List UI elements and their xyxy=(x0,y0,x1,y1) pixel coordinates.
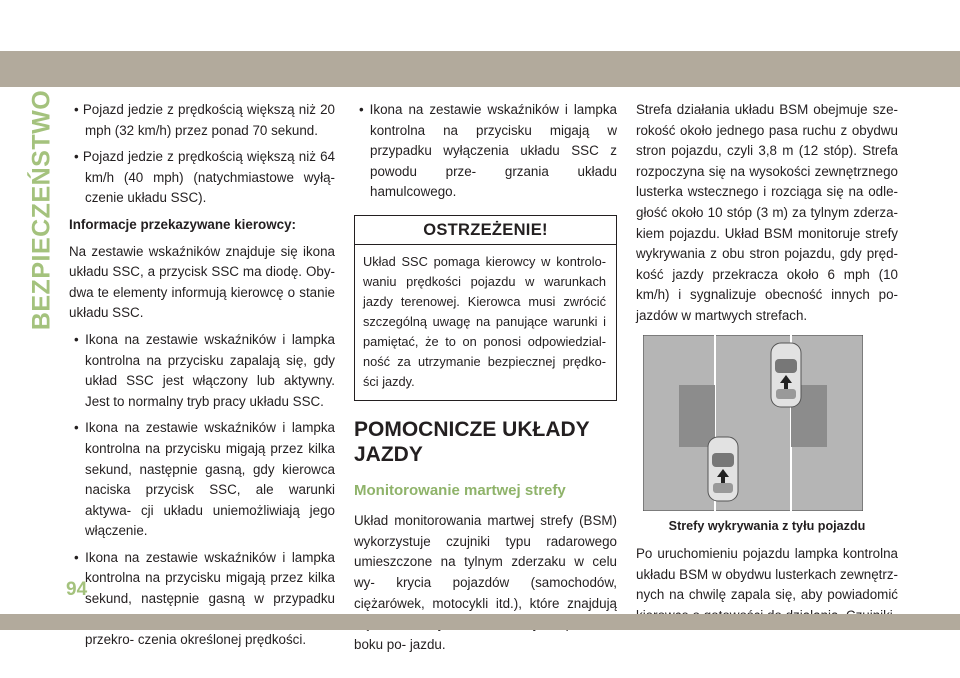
paragraph: Na zestawie wskaźników znajduje się ikona układu SSC, a przycisk SSC ma diodę. Oby- dwa te elementy informują kierowcę o stanie układu SSC. xyxy=(69,243,335,321)
blind-spot-figure xyxy=(643,335,863,511)
section-tab xyxy=(22,89,62,331)
page-number: 94 xyxy=(66,579,88,600)
subheading-driver-info: Informacje przekazywane kierowcy: xyxy=(69,216,296,232)
bullet-item: • Pojazd jedzie z prędkością większą niż 20 mph (32 km/h) przez ponad 70 sekund. xyxy=(74,102,335,138)
detection-zone-left xyxy=(679,385,715,447)
paragraph: Po uruchomieniu pojazdu lampka kontrolna układu BSM w obydwu lusterkach zewnętrz- nych na chwilę zapala się, aby powiadomić xyxy=(636,546,898,603)
bottom-band xyxy=(0,614,960,630)
bullet-item: • Ikona na zestawie wskaźników i lampka kontrolna na przycisku migają przez kilka sekund, następnie gasną, gdy kierowca naciska przycisk SSC, ale warunki aktywa- cji układu uniemożliwiają jego włączenie. xyxy=(74,420,335,539)
bullet-item: • Pojazd jedzie z prędkością większą niż 64 km/h (40 mph) (natychmiastowe wyłą- czenie układu SSC). xyxy=(74,149,335,206)
top-band xyxy=(0,51,960,87)
warning-title: OSTRZEŻENIE! xyxy=(355,216,616,245)
blind-spot-illustration xyxy=(643,335,863,511)
figure-caption: Strefy wykrywania z tyłu pojazdu xyxy=(668,518,866,533)
bullet-item: • Ikona na zestawie wskaźników i lampka kontrolna na przycisku zapalają się, gdy układ SSC jest włączony lub aktywny. Jest to normalny tryb pracy układu SSC. xyxy=(74,331,335,409)
bullet-item: • Ikona na zestawie wskaźników i lampka kontrolna na przycisku migają w przypadku wyłączenia układu SSC z powodu prze- grzania układu hamulcowego. xyxy=(359,102,617,200)
column-3 xyxy=(636,100,898,633)
paragraph: Strefa działania układu BSM obejmuje sze- rokość około jednego pasa ruchu z obydwu stron pojazdu, czyli 3,8 m (12 stóp). Strefa rozpoczyna się na wysokości zewnętrznego lusterka wstecznego i rozciąga się na odle- głość około 10 stóp (3 m) za tylnym zderza- kiem pojazdu. Układ BSM monitoruje strefy wykrywania z obu stron pojazdu, gdy pręd- kość jazdy przekracza około 6 mph (10 km/h) i sygnalizuje obecność innych po- jazdów w martwych strefach. xyxy=(636,102,898,323)
car-icon-behind xyxy=(708,437,738,501)
column-2 xyxy=(354,100,617,661)
section-tab-label: BEZPIECZEŃSTWO xyxy=(27,89,56,331)
car-icon-ahead xyxy=(771,343,801,407)
column-1 xyxy=(69,100,335,657)
section-heading: POMOCNICZE UKŁADY JAZDY xyxy=(354,417,590,466)
warning-box xyxy=(354,215,617,401)
sub-heading: Monitorowanie martwej strefy xyxy=(354,481,566,499)
paragraph: Układ monitorowania martwej strefy (BSM) wykorzystuje czujniki typu radarowego umieszczone na tylnym zderzaku w celu wy- krycia pojazdów (samochodów, ciężarówek, motocykli itd.), które znajdują boku po- jazdu. xyxy=(354,513,617,652)
warning-text: Układ SSC pomaga kierowcy w kontrolo- waniu prędkości pojazdu w warunkach jazdy terenowej. Kierowca musi zwrócić szczególną uwagę na panujące warunki i pamiętać, że to on ponosi odpowiedzial- ność za utrzymanie bezpiecznej prędko- ści jazdy. xyxy=(363,253,606,389)
bullet-item: • Ikona na zestawie wskaźników i lampka kontrolna na przycisku migają przez kilka sekund, następnie gasną w przypadku przekro- czenia określonej prędkości. xyxy=(74,549,335,648)
